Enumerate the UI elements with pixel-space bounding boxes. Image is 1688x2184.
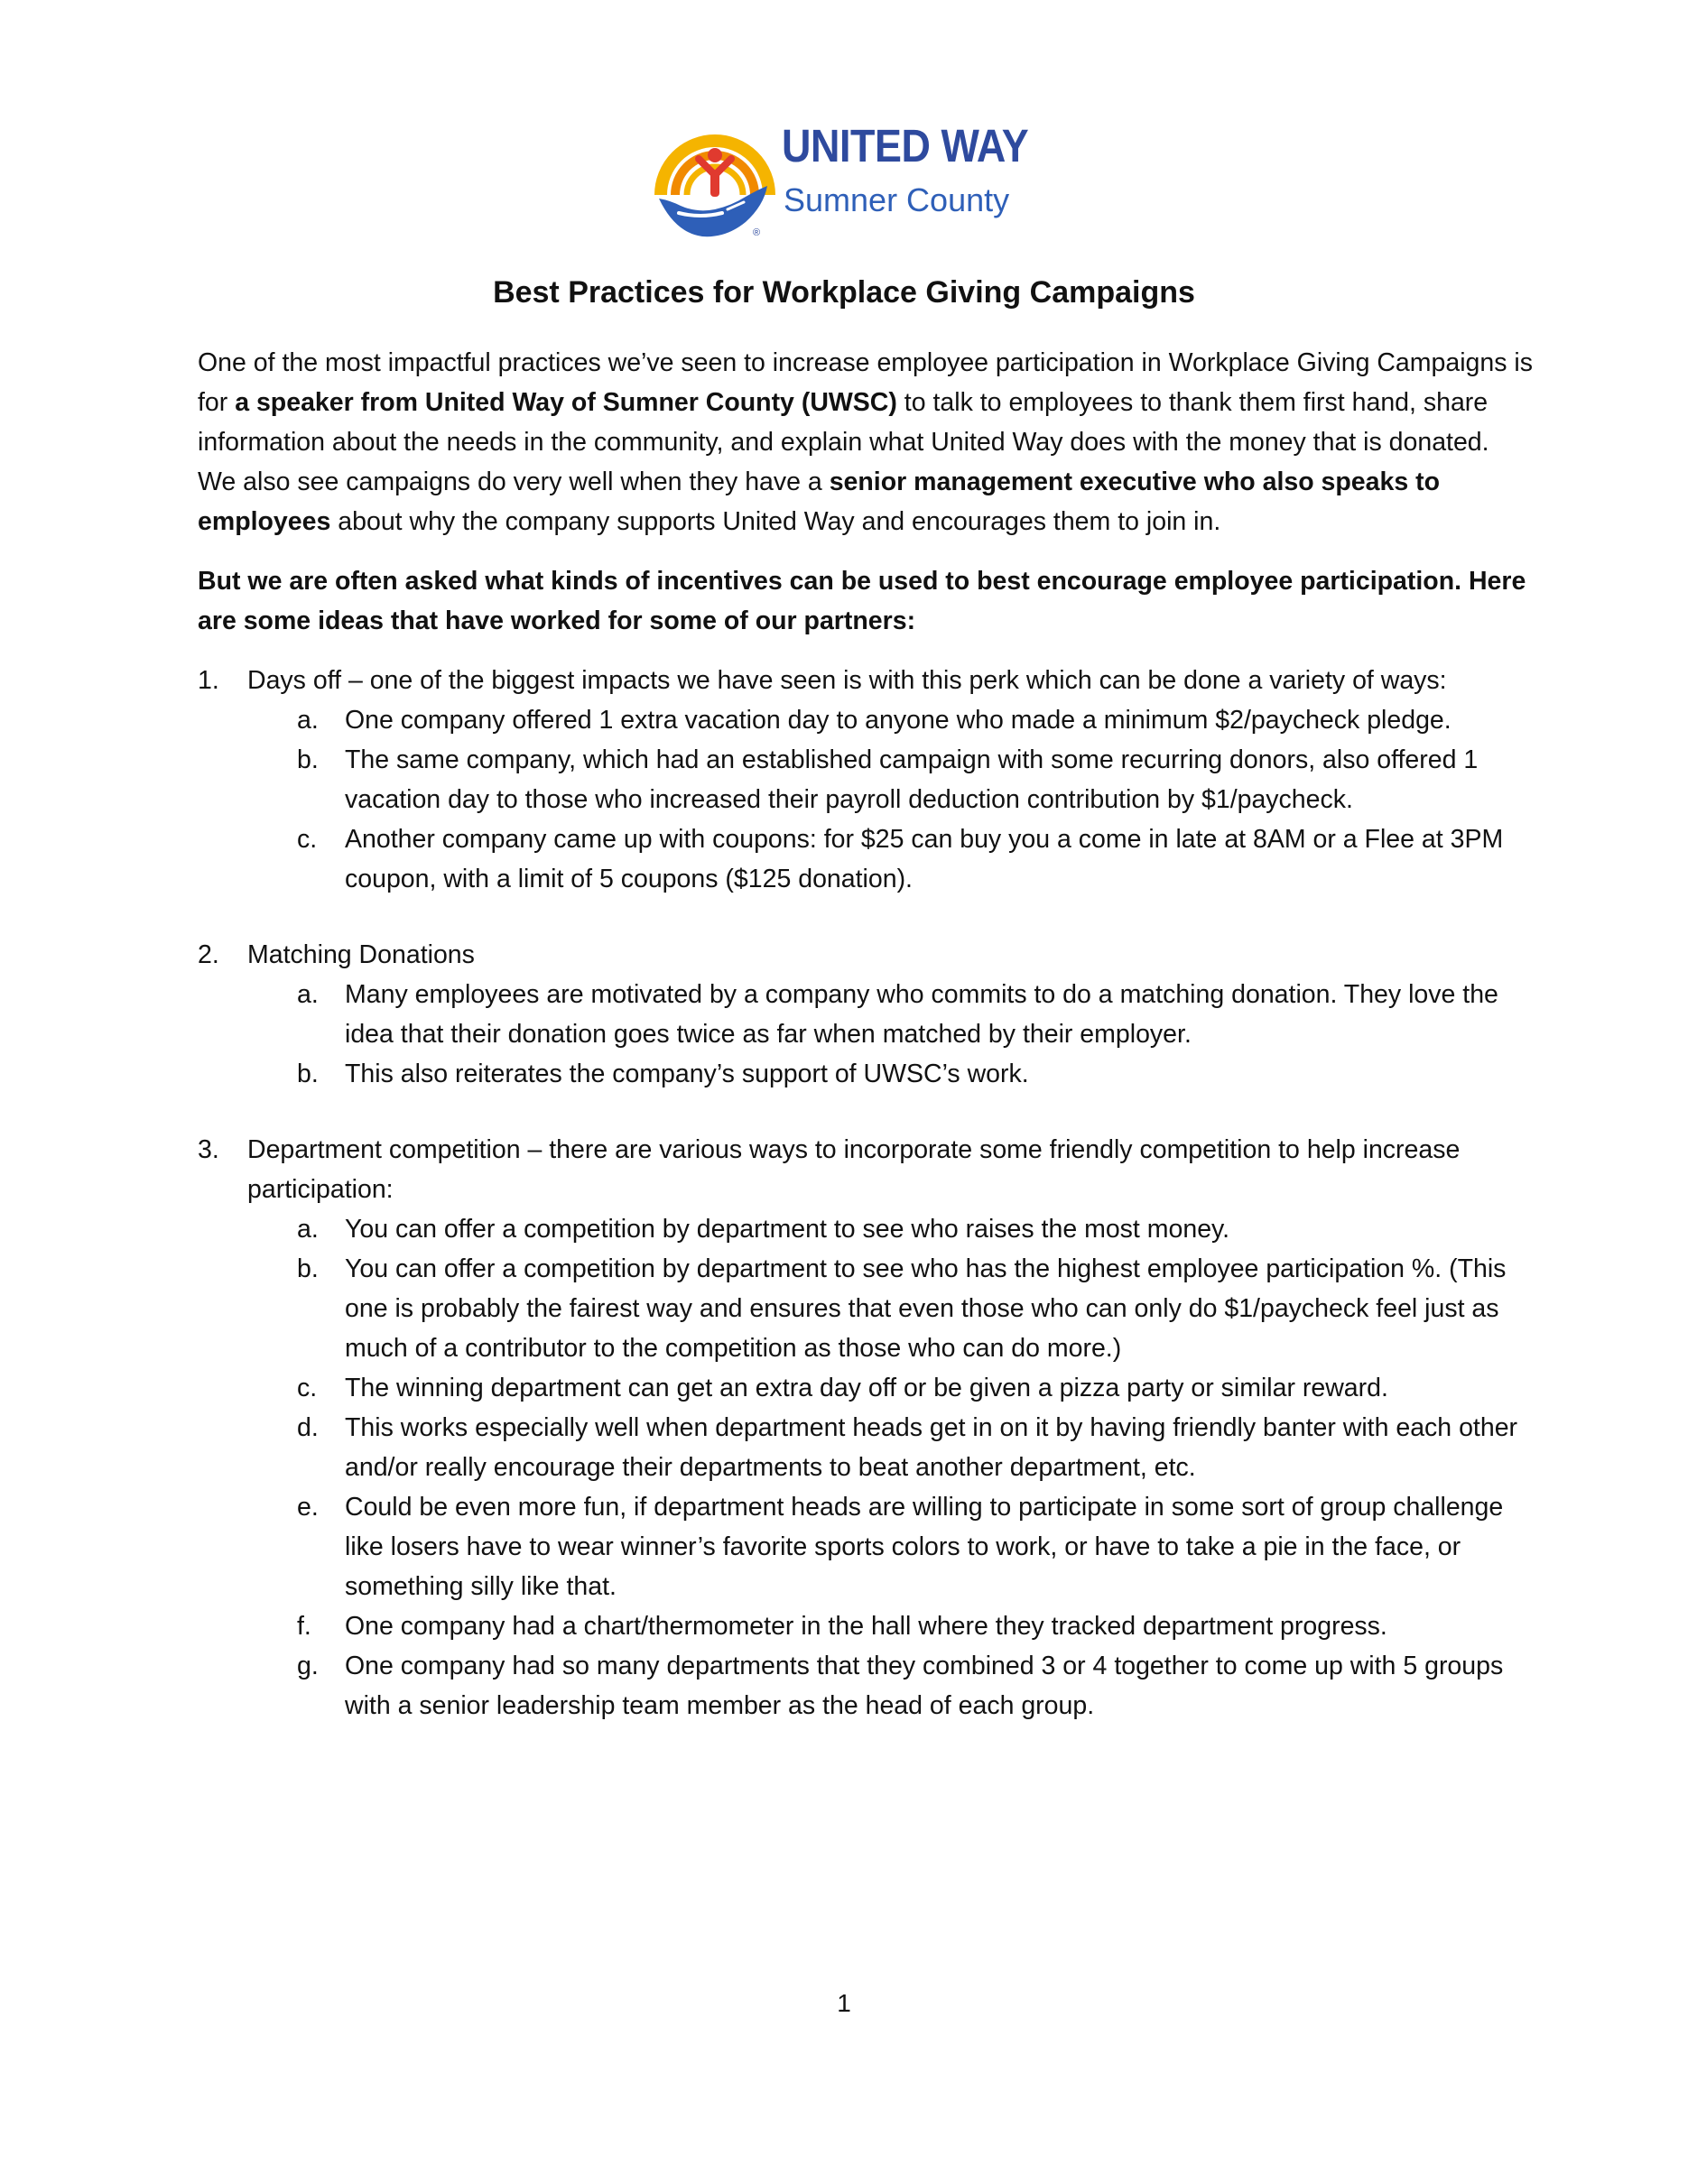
logo-text-sumner-county: Sumner County [784,181,1010,218]
united-way-logo [652,119,1031,245]
sub-list-text: You can offer a competition by department to see who has the highest employee participation %. (This one is probably the fairest way and ensures that even those who can only do $1/paycheck feel just as much of a contributor to the competition as those who can do more.) [345,1254,1507,1363]
sub-list-text: This also reiterates the company’s support of UWSC’s work. [345,1060,1029,1088]
sub-list-text: One company had a chart/thermometer in the hall where they tracked department progress. [345,1612,1387,1641]
sub-list-item [247,1646,1534,1726]
sub-list-text: Could be even more fun, if department heads are willing to participate in some sort of group challenge like losers have to wear winner’s favorite sports colors to work, or have to take a pie in the face, or something silly like that. [345,1493,1504,1601]
sub-list-item [247,1606,1534,1646]
sub-list-letter: b. [297,1254,319,1283]
sub-list-letter: g. [297,1652,319,1680]
logo-text-united-way: UNITED WAY [782,120,1029,171]
list-number: 3. [198,1135,219,1164]
sub-list-item [247,1368,1534,1408]
list-item [198,1130,1534,1726]
sub-list-text: One company had so many departments that they combined 3 or 4 together to come up with 5 groups with a senior leadership team member as the head of each group. [345,1652,1504,1720]
lead-paragraph: But we are often asked what kinds of incentives can be used to best encourage employee participation. Here are some ideas that have worked for some of our partners: [198,567,1526,635]
sub-list-item [247,1249,1534,1368]
list-number: 2. [198,940,219,969]
sub-list-letter: b. [297,1060,319,1088]
intro-paragraph [198,343,1534,541]
sub-list-text: Another company came up with coupons: for $25 can buy you a come in late at 8AM or a Flee at 3PM coupon, with a limit of 5 coupons ($125 donation). [345,825,1504,893]
ideas-list [198,661,1534,1726]
sub-list-letter: b. [297,745,319,774]
sub-list-item [247,1054,1534,1094]
sub-list-text: One company offered 1 extra vacation day to anyone who made a minimum $2/paycheck pledge. [345,706,1451,735]
intro-text: to talk to employees to thank them first hand, share information about the needs in the community, and explain what United Way does with the money that is donated. We also see campaigns do very well when they have a [198,388,1489,496]
list-item-text: Department competition – there are various ways to incorporate some friendly competition to help increase participation: [247,1135,1461,1204]
sub-list-letter: f. [297,1612,311,1641]
sub-list-letter: c. [297,825,318,854]
document-title: Best Practices for Workplace Giving Campaigns [493,275,1195,310]
united-way-emblem-icon [652,119,778,245]
list-item [198,661,1534,899]
document-body [198,343,1534,1762]
registered-mark: ® [753,227,761,238]
sub-list [247,700,1534,899]
sub-list-item [247,1408,1534,1487]
intro-text: about why the company supports United Way and encourages them to join in. [330,507,1221,536]
sub-list-item [247,1209,1534,1249]
sub-list-letter: e. [297,1493,319,1522]
sub-list-letter: d. [297,1413,319,1442]
intro-bold-speaker: a speaker from United Way of Sumner County (UWSC) [235,388,897,417]
sub-list-item [247,700,1534,740]
sub-list-text: This works especially well when department heads get in on it by having friendly banter with each other and/or really encourage their departments to beat another department, etc. [345,1413,1518,1482]
sub-list [247,1209,1534,1726]
sub-list-letter: a. [297,980,319,1009]
sub-list [247,975,1534,1094]
list-number: 1. [198,666,219,695]
sub-list-item [247,819,1534,899]
sub-list-letter: c. [297,1374,318,1402]
sub-list-text: The winning department can get an extra day off or be given a pizza party or similar reward. [345,1374,1388,1402]
sub-list-item [247,975,1534,1054]
list-item-text: Days off – one of the biggest impacts we have seen is with this perk which can be done a variety of ways: [247,666,1447,695]
intro-bold-executive: senior management executive who also speaks to employees [198,467,1441,536]
sub-list-text: The same company, which had an established campaign with some recurring donors, also offered 1 vacation day to those who increased their payroll deduction contribution by $1/paycheck. [345,745,1479,814]
sub-list-item [247,1487,1534,1606]
list-item [198,935,1534,1094]
list-item-text: Matching Donations [247,940,475,969]
sub-list-letter: a. [297,706,319,735]
sub-list-letter: a. [297,1215,319,1244]
sub-list-item [247,740,1534,819]
sub-list-text: You can offer a competition by department to see who raises the most money. [345,1215,1230,1244]
sub-list-text: Many employees are motivated by a company who commits to do a matching donation. They love the idea that their donation goes twice as far when matched by their employer. [345,980,1498,1049]
intro-text: One of the most impactful practices we’ve seen to increase employee participation in Workplace Giving Campaigns is for [198,348,1534,417]
page-number: 1 [837,1989,851,2017]
